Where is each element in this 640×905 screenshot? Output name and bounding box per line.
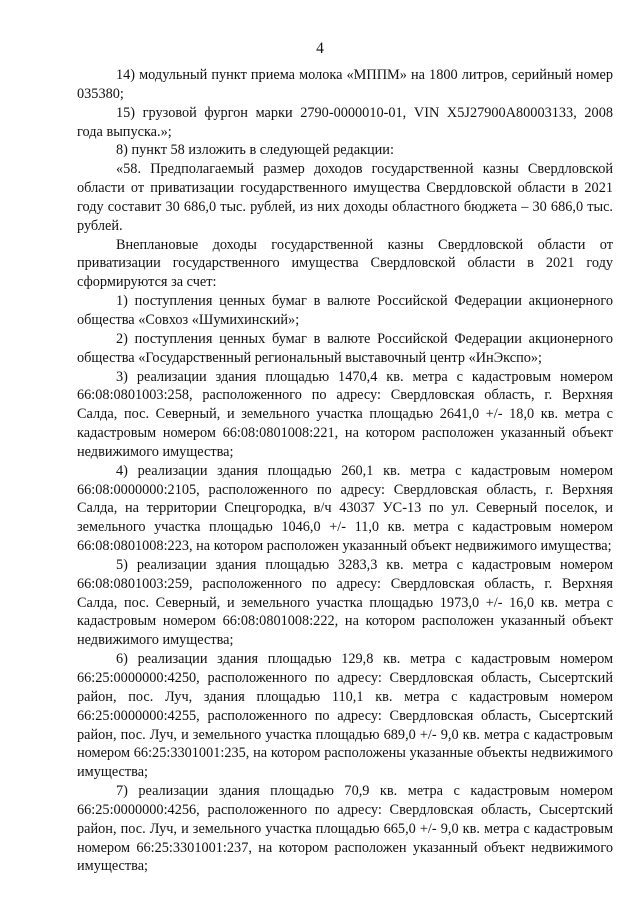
paragraph-source-7: 7) реализации здания площадью 70,9 кв. метра с кадастровым номером 66:25:0000000:4256, расположенного по адресу: Свердловская область, Сысертский район, пос. Луч, и земельного участка площадью 665,0 +/- 9,0 кв. метра с кадастровым номером 66:25:3301001:237, на котором расположен указанный объект недвижимого имущества; bbox=[77, 783, 613, 875]
paragraph-source-6: 6) реализации здания площадью 129,8 кв. метра с кадастровым номером 66:25:0000000:4250, расположенного по адресу: Свердловская область, Сысертский район, пос. Луч, здания площадью 110,1 кв. метра с кадастровым номером 66:25:0000000:4255, расположенного по адресу: Свердловская область, Сысертский район, пос. Луч, и земельного участка площадью 689,0 +/- 9,0 кв. метра с кадастровым номером 66:25:3301001:235, на котором расположены указанные объекты недвижимого имущества; bbox=[77, 651, 613, 781]
paragraph-source-1: 1) поступления ценных бумаг в валюте Российской Федерации акционерного общества «Совхоз «Шумихинский»; bbox=[77, 293, 613, 328]
paragraph-source-5: 5) реализации здания площадью 3283,3 кв. метра с кадастровым номером 66:08:0801003:259, расположенного по адресу: Свердловская область, г. Верхняя Салда, пос. Северный, и земельного участка площадью 1973,0 +/- 16,0 кв. метра с кадастровым номером 66:08:0801008:222, на котором расположен указанный объект недвижимого имущества; bbox=[77, 556, 613, 649]
paragraph-source-4: 4) реализации здания площадью 260,1 кв. метра с кадастровым номером 66:08:0000000:2105, расположенного по адресу: Свердловская область, г. Верхняя Салда, на территории Спецгородка, в/ч 43037 УС-13 по ул. Северный поселок, и земельного участка площадью 1046,0 +/- 11,0 кв. метра с кадастровым номером 66:08:0801008:223, на котором расположен указанный объект недвижимого имущества; bbox=[77, 462, 613, 555]
paragraph-item-14: 14) модульный пункт приема молока «МППМ» на 1800 литров, серийный номер 035380; bbox=[77, 67, 613, 102]
paragraph-clause-58: «58. Предполагаемый размер доходов государственной казны Свердловской области от приватизации государственного имущества Свердловской области в 2021 году составит 30 686,0 тыс. рублей, из них доходы областного бюджета – 30 686,0 тыс. рублей. bbox=[77, 161, 613, 234]
paragraph-source-2: 2) поступления ценных бумаг в валюте Российской Федерации акционерного общества «Государственный региональный выставочный центр «ИнЭкспо»; bbox=[77, 330, 613, 366]
document-body bbox=[77, 66, 613, 876]
paragraph-amendment-8: 8) пункт 58 изложить в следующей редакции: bbox=[116, 142, 394, 159]
page-number: 4 bbox=[316, 40, 324, 57]
paragraph-item-15: 15) грузовой фургон марки 2790-0000010-01, VIN X5J27900A80003133, 2008 года выпуска.»; bbox=[77, 104, 613, 140]
paragraph-unplanned-income: Внеплановые доходы государственной казны Свердловской области от приватизации государственного имущества Свердловской области в 2021 году сформируются за счет: bbox=[77, 236, 613, 291]
paragraph-source-3: 3) реализации здания площадью 1470,4 кв. метра с кадастровым номером 66:08:0801003:258, расположенного по адресу: Свердловская область, г. Верхняя Салда, пос. Северный, и земельного участка площадью 2641,0 +/- 18,0 кв. метра с кадастровым номером 66:08:0801008:221, на котором расположен указанный объект недвижимого имущества; bbox=[77, 368, 613, 460]
